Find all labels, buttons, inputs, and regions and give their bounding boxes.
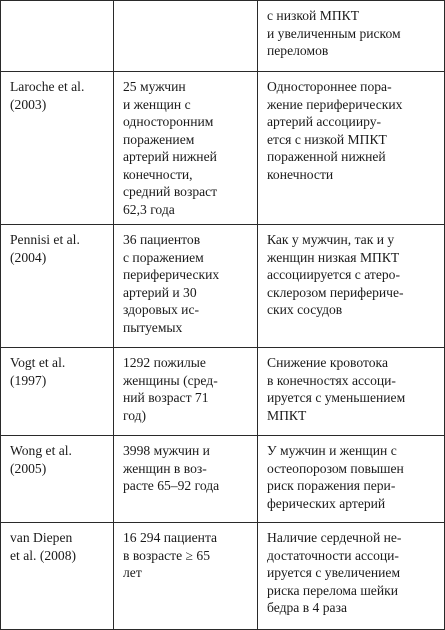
study-cell	[1, 523, 114, 630]
finding-cell	[258, 72, 445, 225]
study-text: Laroche et al. (2003)	[10, 79, 85, 112]
finding-cell	[258, 523, 445, 630]
finding-text: с низкой МПКТ и увеличенным риском переломов	[267, 8, 401, 58]
population-cell	[114, 225, 258, 348]
population-cell	[114, 72, 258, 225]
finding-text: Наличие сердечной не- достаточности ассоци- ируется с увеличением риска перелома шейки бедра в 4 раза	[267, 530, 402, 615]
table-row	[1, 523, 445, 630]
study-cell	[1, 225, 114, 348]
finding-text: Одностороннее пора- жение периферических артерий ассоцииру- ется с низкой МПКТ пораженной нижней конечности	[267, 79, 403, 182]
population-text: 25 мужчин и женщин с односторонним поражением артерий нижней конечности, средний возраст 62,3 года	[123, 79, 218, 217]
finding-cell	[258, 1, 445, 72]
finding-text: Как у мужчин, так и у женщин низкая МПКТ ассоциируется с атеро- склерозом перифериче- ских сосудов	[267, 232, 404, 317]
finding-cell	[258, 436, 445, 523]
study-cell	[1, 72, 114, 225]
table-row	[1, 348, 445, 436]
population-text: 1292 пожилые женщины (сред- ний возраст 71 год)	[123, 355, 218, 423]
finding-text: У мужчин и женщин с остеопорозом повышен риск поражения пери- ферических артерий	[267, 443, 404, 511]
table-row	[1, 1, 445, 72]
study-cell	[1, 436, 114, 523]
study-text: Wong et al. (2005)	[10, 443, 72, 476]
finding-text: Снижение кровотока в конечностях ассоци- ируется с уменьшением МПКТ	[267, 355, 406, 423]
population-cell	[114, 436, 258, 523]
table-row	[1, 436, 445, 523]
study-cell	[1, 1, 114, 72]
population-cell	[114, 1, 258, 72]
finding-cell	[258, 348, 445, 436]
population-cell	[114, 523, 258, 630]
population-cell	[114, 348, 258, 436]
study-text: Pennisi et al. (2004)	[10, 232, 80, 265]
study-cell	[1, 348, 114, 436]
population-text: 16 294 пациента в возрасте ≥ 65 лет	[123, 530, 218, 580]
study-text: Vogt et al. (1997)	[10, 355, 66, 388]
table-row	[1, 72, 445, 225]
population-text: 3998 мужчин и женщин в воз- расте 65–92 года	[123, 443, 220, 493]
table-row	[1, 225, 445, 348]
study-text: van Diepen et al. (2008)	[10, 530, 77, 563]
finding-cell	[258, 225, 445, 348]
population-text: 36 пациентов с поражением периферических артерий и 30 здоровых ис- пытуемых	[123, 232, 220, 335]
